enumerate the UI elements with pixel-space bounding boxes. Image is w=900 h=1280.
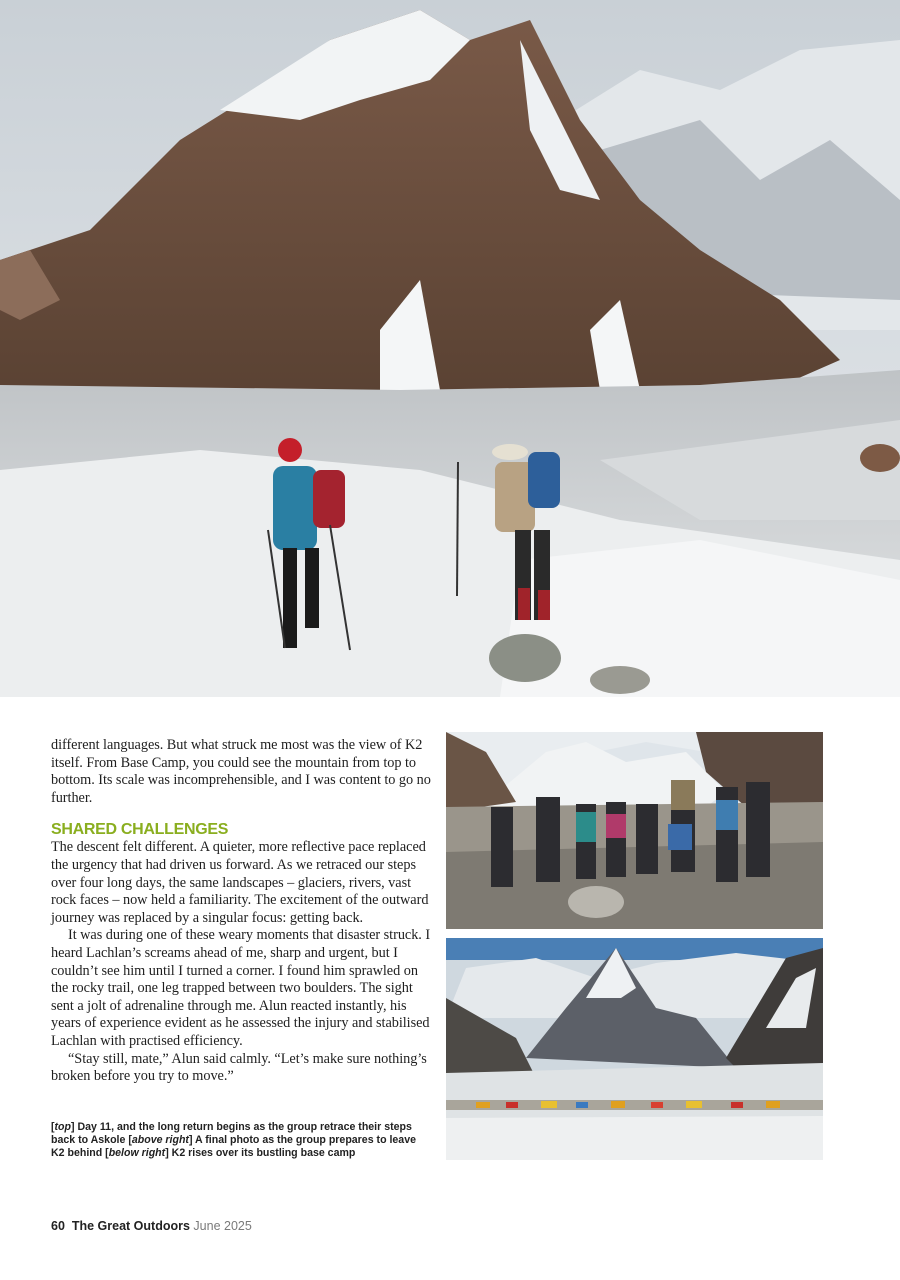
page-footer (51, 1219, 252, 1233)
issue-date: June 2025 (193, 1219, 252, 1233)
photo-caption: [top] Day 11, and the long return begins as the group retrace their steps back to Askole [above right] A final photo as the group prepares to leave K2 behind [below right] K2 rises over its bustling base camp (51, 1121, 416, 1160)
section-heading: SHARED CHALLENGES (51, 821, 229, 839)
group-photo (446, 732, 823, 929)
intro-paragraph: different languages. But what struck me most was the view of K2 itself. From Base Camp, you could see the mountain from top to bottom. Its scale was incomprehensible, and I was content to go no further. (51, 737, 431, 806)
caption-text: Day 11, and the long return begins as the group retrace their steps back to Askole (51, 1121, 412, 1147)
body-paragraph: It was during one of these weary moments that disaster struck. I heard Lachlan’s screams ahead of me, sharp and urgent, but I couldn’t see him until I turned a corner. I found him sprawled on the rocky trail, one leg trapped between two boulders. The sight sent a jolt of adrenaline through me. Alun reacted instantly, his years of experience evident as he assessed the injury and stabilised Lachlan with practised efficiency. (51, 927, 431, 1049)
caption-text: A final photo as the group prepares to leave K2 behind (51, 1134, 416, 1160)
body-paragraph: The descent felt different. A quieter, more reflective pace replaced the urgency that had driven us forward. As we retraced our steps over four long days, the same landscapes – glaciers, rivers, vast rock faces – now held a familiarity. The excitement of the outward journey was replaced by a singular focus: getting back. (51, 839, 429, 926)
caption-ref: above right (131, 1134, 189, 1147)
base-camp-photo (446, 938, 823, 1160)
body-paragraph: “Stay still, mate,” Alun said calmly. “Let’s make sure nothing’s broken before you try to move.” (51, 1050, 427, 1085)
article-column (51, 737, 431, 1086)
caption-ref: top (54, 1121, 72, 1133)
page-number: 60 (51, 1219, 65, 1233)
magazine-name: The Great Outdoors (71, 1219, 190, 1233)
caption-text: K2 rises over its bustling base camp (168, 1147, 356, 1160)
caption-ref: below right (108, 1147, 166, 1160)
